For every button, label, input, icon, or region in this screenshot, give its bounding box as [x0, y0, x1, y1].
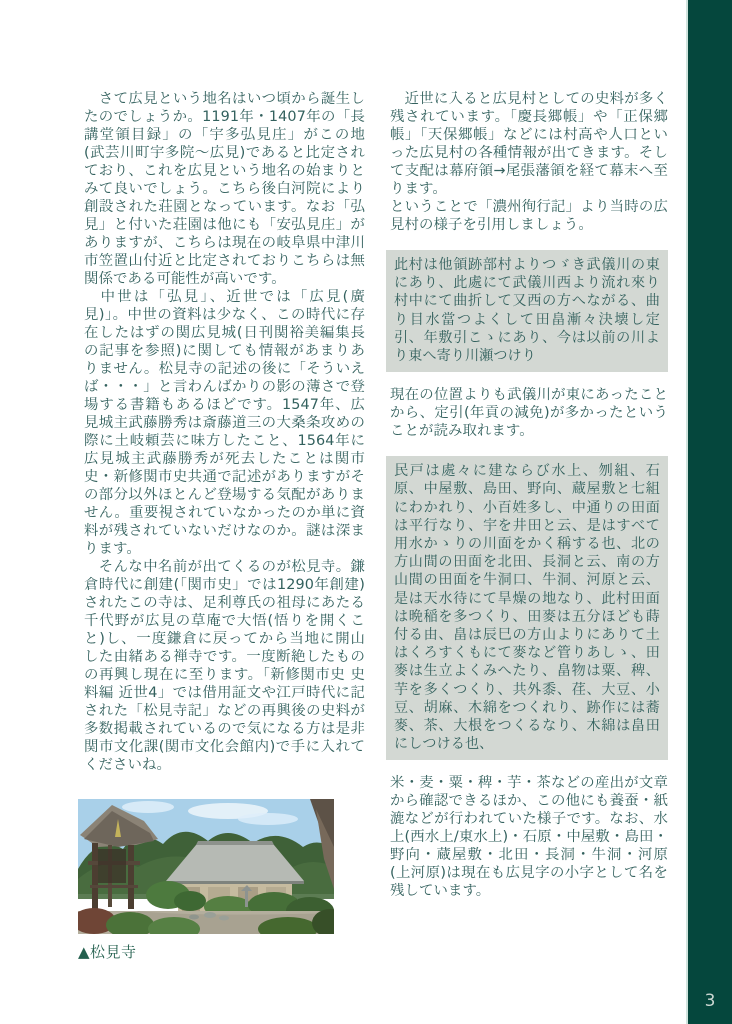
- body-paragraph: 近世に入ると広見村としての史料が多く残されています。「慶長郷帳」や「正保郷帳」「天保郷帳」などには村高や人口といった広見村の各種情報が出てきます。そして支配は幕府領→尾張藩領を経て幕末へ至ります。: [390, 91, 668, 197]
- body-paragraph: 中世は「弘見」、近世では「広見(廣見)」。中世の資料は少なく、この時代に存在したはずの関広見城(日刊関裕美編集長の記事を参照)に関しても情報があまりありません。松見寺の記述の後に「そういえば・・・」と言わんばかりの影の薄さで登場する書籍もあるほどです。1547年、広見城主武藤勝秀は斎藤道三の大桑条攻めの際に土岐頼芸に味方したこと、1564年に広見城主武藤勝秀が死去したことは関市史・新修関市史共通で記述がありますがその部分以外ほとんど登場する気配がありません。重要視されていなかったのか単に資料が残されていないだけなのか。謎は深まります。: [84, 289, 365, 557]
- page-number: 3: [704, 991, 716, 1011]
- body-paragraph: 現在の位置よりも武儀川が東にあったことから、定引(年貢の減免)が多かったということが読み取れます。: [390, 387, 668, 440]
- body-paragraph: 米・麦・粟・稗・芋・茶などの産出が文章から確認できるほか、この他にも養蚕・紙漉などが行われていた様子です。なお、水上(西水上/東水上)・石原・中屋敷・島田・野向・蔵屋敷・北田・長洞・牛洞・河原(上河原)は現在も広見字の小字として名を残しています。: [390, 775, 668, 900]
- temple-photo-figure: [78, 799, 334, 961]
- right-column: [390, 90, 668, 900]
- photo-caption: ▲松見寺: [78, 943, 137, 961]
- body-paragraph: ということで「濃州徇行記」より当時の広見村の様子を引用しましょう。: [390, 199, 668, 233]
- page-edge-band: [686, 0, 732, 1024]
- quote-box-river: 此村は他領跡部村よりつゞき武儀川の東にあり、此處にて武儀川西より流れ來り村中にて曲折して又西の方へながる、曲り目水當つよくして田畠漸々決壊し定引、年敷引こゝにあり、今は以前の川より東へ寄り川瀬つけり: [386, 250, 668, 372]
- left-column: [78, 90, 365, 961]
- body-paragraph: そんな中名前が出てくるのが松見寺。鎌倉時代に創建(「関市史」では1290年創建)されたこの寺は、足利尊氏の祖母にあたる千代野が広見の草庵で大悟(悟りを開くこと)し、一度鎌倉に戻ってから当地に開山した由緒ある禅寺です。一度断絶したものの再興し現在に至ります。「新修関市史 史料編 近世4」では借用証文や江戸時代に記された「松見寺記」などの再興後の史料が多数掲載されているので気になる方は是非関市文化課(関市文化会館内)で手に入れてくださいね。: [84, 559, 365, 773]
- body-paragraph: さて広見という地名はいつ頃から誕生したのでしょうか。1191年・1407年の「長講堂領目録」の「宇多弘見庄」がこの地(武芸川町宇多院〜広見)であると比定されており、これを広見という地名の始まりとみて良いでしょう。こちら後白河院により創設された荘園となっています。なお「弘見」と付いた荘園は他にも「安弘見庄」がありますが、こちらは現在の岐阜県中津川市笠置山付近と比定されておりこちらは無関係である可能性が高いです。: [84, 91, 365, 287]
- temple-photo: [78, 799, 334, 934]
- quote-box-village: 民戸は處々に建ならび水上、刎組、石原、中屋敷、島田、野向、蔵屋敷と七組にわかれり、小百姓多し、中通りの田面は平行なり、宇を井田と云、是はすべて用水かゝりの川面をかく稱する也、北の方山間の田面を北田、長洞と云、南の方山間の田面を牛洞口、牛洞、河原と云、是は天水待にて旱燥の地なり、此村田面は晩稲を多つくり、田麥は五分ほども蒔付る由、畠は辰巳の方山よりにありて土はくろすくもにて麥など管りあしゝ、田麥は生立よくみへたり、畠物は粟、稗、芋を多くつくり、共外黍、荏、大豆、小豆、胡麻、木綿をつくれり、跡作には蕎麥、茶、大根をつくるなり、木綿は畠田にしつける也、: [386, 456, 668, 760]
